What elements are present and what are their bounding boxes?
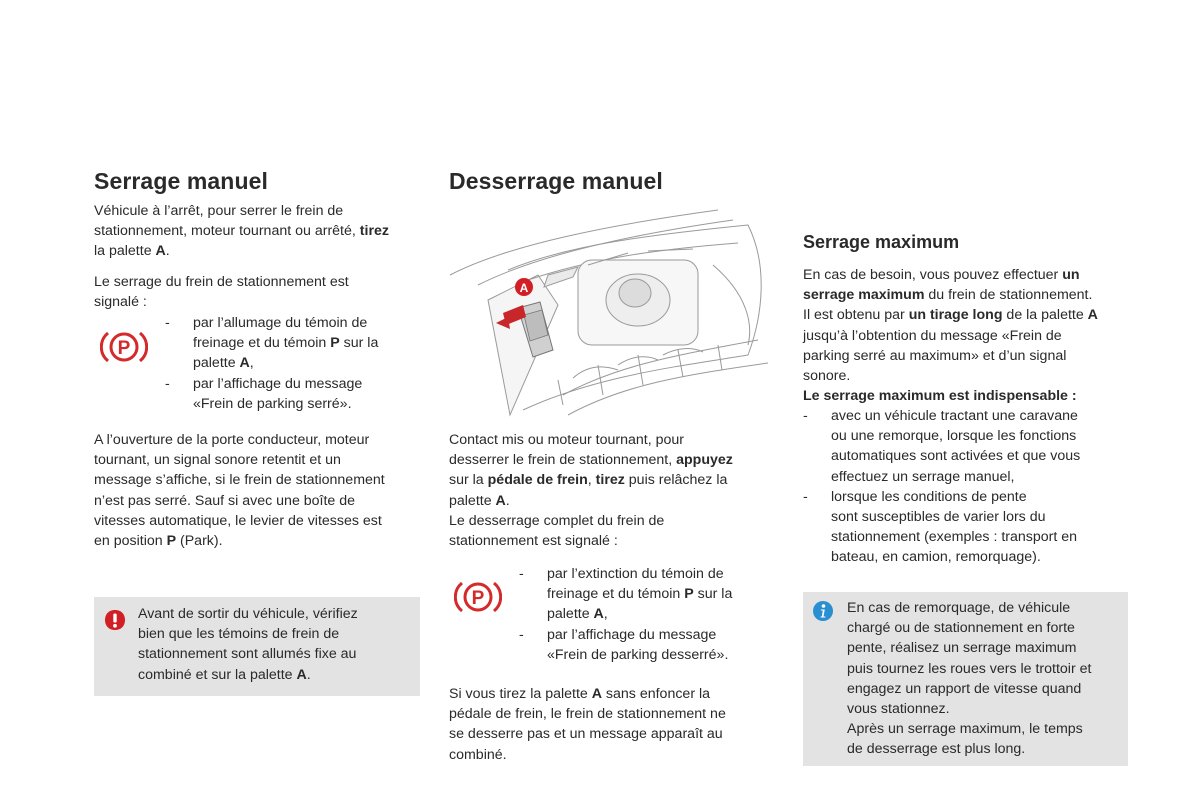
console-illustration (448, 205, 780, 425)
signal-paragraph: Le serrage du frein de stationnement est signalé : (94, 274, 349, 311)
info-note: En cas de remorquage, de véhicule chargé ou de stationnement en forte pente, réalisez un serrage maximum puis tournez les roues vers le trottoir et engagez un rapport de vitesse quand vous stationnez. Après un serrage maximum, le temps de desserrage est plus long. (803, 592, 1128, 766)
list-item: - lorsque les conditions de pente sont susceptibles de varier lors du stationnement (exemples : transport en bateau, en camion, remorquage). (803, 488, 1078, 566)
callout-A-label: A (519, 281, 529, 295)
max-conditions-list (803, 406, 1131, 568)
heading-desserrage-manuel: Desserrage manuel (449, 168, 663, 194)
release-signal-list (519, 564, 777, 665)
info-icon (813, 601, 833, 621)
heading-serrage-maximum: Serrage maximum (803, 232, 960, 252)
warning-note: Avant de sortir du véhicule, vérifiez bien que les témoins de frein de stationnement sont allumés fixe au combiné et sur la palette A. (94, 597, 420, 696)
svg-text:P: P (471, 588, 485, 609)
list-item: - avec un véhicule tractant une caravane ou une remorque, lorsque les fonctions automatiques sont activées et que vous effectuez un serrage manuel, (803, 408, 1081, 485)
intro-paragraph: Véhicule à l’arrêt, pour serrer le frein de stationnement, moteur tournant ou arrêté, tirez la palette A. (94, 203, 389, 260)
list-item: - par l’affichage du message «Frein de parking desserré». (519, 626, 729, 663)
heading-serrage-manuel: Serrage manuel (94, 168, 268, 194)
signal-list (165, 313, 423, 414)
door-paragraph: A l’ouverture de la porte conducteur, moteur tournant, un signal sonore retentit et un message s’affiche, si le frein de stationnement n’est pas serré. Sauf si avec une boîte de vitesses automatique, le levier de vitesses est en position P (Park). (94, 432, 385, 550)
list-item: - par l’extinction du témoin de freinage et du témoin P sur la palette A, (519, 566, 733, 623)
warning-icon (104, 609, 126, 631)
release-paragraph: Contact mis ou moteur tournant, pour desserrer le frein de stationnement, appuyez sur la pédale de frein, tirez puis relâchez la palette A. Le desserrage complet du frein de stationnement est signalé : (449, 432, 733, 550)
no-pedal-paragraph: Si vous tirez la palette A sans enfoncer la pédale de frein, le frein de stationnement ne se desserre pas et un message apparaît au combiné. (449, 686, 726, 763)
parking-brake-icon (100, 328, 148, 366)
max-paragraph: En cas de besoin, vous pouvez effectuer un serrage maximum du frein de stationnement. Il est obtenu par un tirage long de la palette A jusqu’à l’obtention du message «Frein de parking serré au maximum» et d’un signal sonore. Le serrage maximum est indispensable : (803, 267, 1098, 405)
svg-text:P: P (117, 338, 131, 359)
list-item: - par l’allumage du témoin de freinage et du témoin P sur la palette A, (165, 315, 379, 372)
list-item: - par l’affichage du message «Frein de parking serré». (165, 375, 363, 412)
parking-brake-icon (454, 578, 502, 616)
